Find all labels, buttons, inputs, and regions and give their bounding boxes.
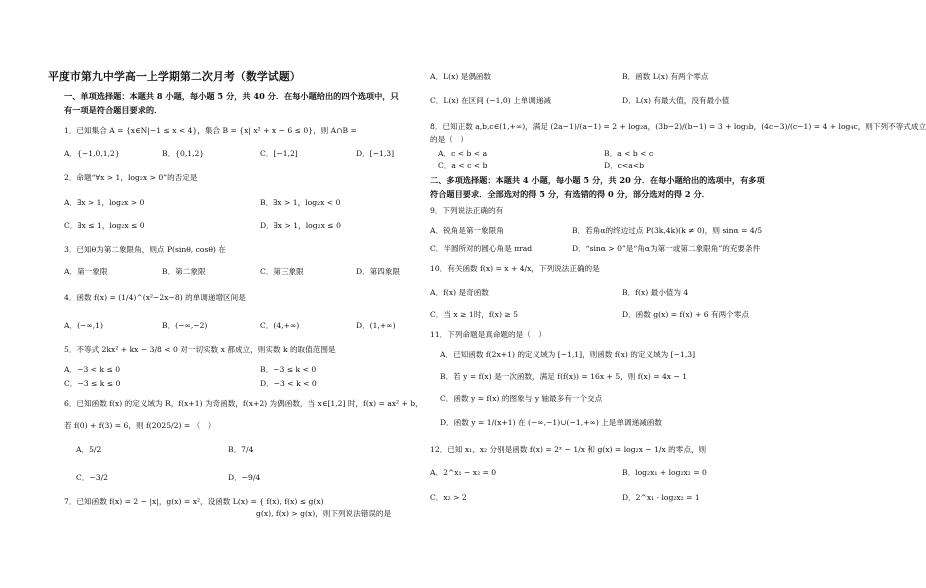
- q10-stem: 10．有关函数 f(x) = x + 4/x，下列说法正确的是: [430, 264, 600, 273]
- q8-stem: 8．已知正数 a,b,c∈(1,+∞)，满足 (2a−1)/(a−1) = 2 + log₂a，(3b−2)/(b−1) = 3 + log₃b，(4c−3)/(c−1) = 4 + log₄c，则下列不等式成立: [430, 122, 926, 131]
- q10-option-a: A．f(x) 是奇函数: [430, 288, 489, 297]
- q7-option-a: A．L(x) 是偶函数: [430, 72, 492, 81]
- q6-option-a: A．5/2: [76, 445, 102, 454]
- q2-option-a: A．∃x > 1，log₂x > 0: [64, 198, 145, 207]
- q11-option-b: B．若 y = f(x) 是一次函数，满足 f(f(x)) = 16x + 5，则 f(x) = 4x − 1: [440, 372, 688, 381]
- q2-option-b: B．∃x > 1，log₂x < 0: [260, 198, 341, 207]
- q9-option-d: D．“sinα > 0”是“角α为第一或第二象限角”的充要条件: [572, 244, 761, 253]
- q5-option-d: D．−3 < k < 0: [260, 379, 317, 388]
- section-2-heading: 二、多项选择题：本题共 4 小题，每小题 5 分，共 20 分．在每小题给出的选项中，有多项: [430, 175, 765, 185]
- q8-option-d: D．c<a<b: [604, 161, 645, 170]
- q8-option-b: B．a < b < c: [604, 149, 654, 158]
- q11-option-d: D．函数 y = 1/(x+1) 在 (−∞,−1)∪(−1,+∞) 上是单调递减函数: [440, 418, 662, 427]
- q7-option-d: D．L(x) 有最大值，没有最小值: [622, 96, 730, 105]
- q3-option-b: B．第二象限: [162, 267, 206, 276]
- q4-option-b: B．(−∞,−2): [162, 321, 208, 330]
- q8-stem-cont: 的是（ ）: [430, 135, 468, 144]
- q9-stem: 9．下列说法正确的有: [430, 206, 504, 215]
- q8-option-a: A．c < b < a: [438, 149, 488, 158]
- q1-option-c: C．[−1,2]: [260, 149, 298, 158]
- q11-option-c: C．函数 y = f(x) 的图象与 y 轴最多有一个交点: [440, 394, 603, 403]
- q12-stem: 12．已知 x₁、x₂ 分别是函数 f(x) = 2ˣ − 1/x 和 g(x) = log₂x − 1/x 的零点，则: [430, 445, 707, 454]
- q6-option-c: C．−3/2: [76, 473, 108, 482]
- q11-option-a: A．已知函数 f(2x+1) 的定义域为 [−1,1]，则函数 f(x) 的定义域为 [−1,3]: [440, 350, 696, 359]
- section-1-heading: 一、单项选择题：本题共 8 小题，每小题 5 分，共 40 分．在每小题给出的四个选项中，只: [64, 91, 399, 101]
- q1-option-d: D．[−1,3]: [356, 149, 395, 158]
- q10-option-d: D．函数 g(x) = f(x) + 6 有两个零点: [622, 310, 749, 319]
- q12-option-b: B．log₂x₁ + log₂x₂ = 0: [622, 468, 707, 477]
- q4-option-a: A．(−∞,1): [64, 321, 103, 330]
- q2-option-c: C．∃x ≤ 1，log₂x ≤ 0: [64, 221, 145, 230]
- q7-option-b: B．函数 L(x) 有两个零点: [622, 72, 709, 81]
- q5-option-a: A．−3 < k ≤ 0: [64, 365, 121, 374]
- q9-option-c: C．半圆所对的圆心角是 πrad: [430, 244, 533, 253]
- q8-option-c: C．a < c < b: [438, 161, 488, 170]
- q5-option-c: C．−3 ≤ k ≤ 0: [64, 379, 121, 388]
- q12-option-c: C．x₂ > 2: [430, 493, 467, 502]
- page-title: 平度市第九中学高一上学期第二次月考（数学试题）: [48, 70, 301, 83]
- q6-option-d: D．−9/4: [228, 473, 261, 482]
- q1-option-a: A．{−1,0,1,2}: [64, 149, 120, 158]
- q3-option-c: C．第三象限: [260, 267, 304, 276]
- q5-stem: 5．不等式 2kx² + kx − 3/8 < 0 对一切实数 x 都成立，则实数 k 的取值范围是: [64, 345, 336, 354]
- q6-option-b: B．7/4: [228, 445, 254, 454]
- q2-option-d: D．∃x > 1，log₂x ≤ 0: [260, 221, 341, 230]
- q4-stem: 4．函数 f(x) = (1/4)^(x²−2x−8) 的单调递增区间是: [64, 293, 246, 302]
- q7-stem-line1: 7．已知函数 f(x) = 2 − |x|，g(x) = x²，设函数 L(x) = { f(x), f(x) ≤ g(x): [64, 497, 324, 506]
- q9-option-a: A．锐角是第一象限角: [430, 226, 504, 235]
- q6-stem-line1: 6．已知函数 f(x) 的定义域为 R，f(x+1) 为奇函数，f(x+2) 为偶函数，当 x∈[1,2] 时，f(x) = ax² + b，: [64, 399, 423, 408]
- q1-option-b: B．{0,1,2}: [162, 149, 205, 158]
- q6-stem-line2: 若 f(0) + f(3) = 6，则 f(2025/2) = （ ）: [64, 421, 216, 430]
- q4-option-d: D．(1,+∞): [356, 321, 396, 330]
- q2-stem: 2．命题“∀x > 1，log₂x > 0”的否定是: [64, 173, 198, 182]
- q4-option-c: C．(4,+∞): [260, 321, 300, 330]
- q1-stem: 1．已知集合 A = {x∈N|−1 ≤ x < 4}，集合 B = {x| x² + x − 6 ≤ 0}，则 A∩B =: [64, 126, 357, 135]
- q3-stem: 3．已知θ为第二象限角，则点 P(sinθ, cosθ) 在: [64, 245, 226, 254]
- q7-stem-line2: g(x), f(x) > g(x)，则下列说法错误的是: [256, 509, 392, 518]
- q3-option-a: A．第一象限: [64, 267, 108, 276]
- q9-option-b: B．若角α的终边过点 P(3k,4k)(k ≠ 0)，则 sinα = 4/5: [572, 226, 763, 235]
- section-2-heading-cont: 符合题目要求．全部选对的得 5 分，有选错的得 0 分，部分选对的得 2 分．: [430, 189, 710, 199]
- q12-option-a: A．2^x₁ − x₂ = 0: [430, 468, 497, 477]
- q7-option-c: C．L(x) 在区间 (−1,0) 上单调递减: [430, 96, 552, 105]
- q10-option-c: C．当 x ≥ 1时，f(x) ≥ 5: [430, 310, 518, 319]
- q3-option-d: D．第四象限: [356, 267, 401, 276]
- q5-option-b: B．−3 ≤ k < 0: [260, 365, 317, 374]
- q12-option-d: D．2^x₁ · log₂x₂ = 1: [622, 493, 700, 502]
- q11-stem: 11．下列命题是真命题的是（ ）: [430, 330, 546, 339]
- section-1-heading-cont: 有一项是符合题目要求的．: [64, 105, 163, 115]
- q10-option-b: B．f(x) 最小值为 4: [622, 288, 689, 297]
